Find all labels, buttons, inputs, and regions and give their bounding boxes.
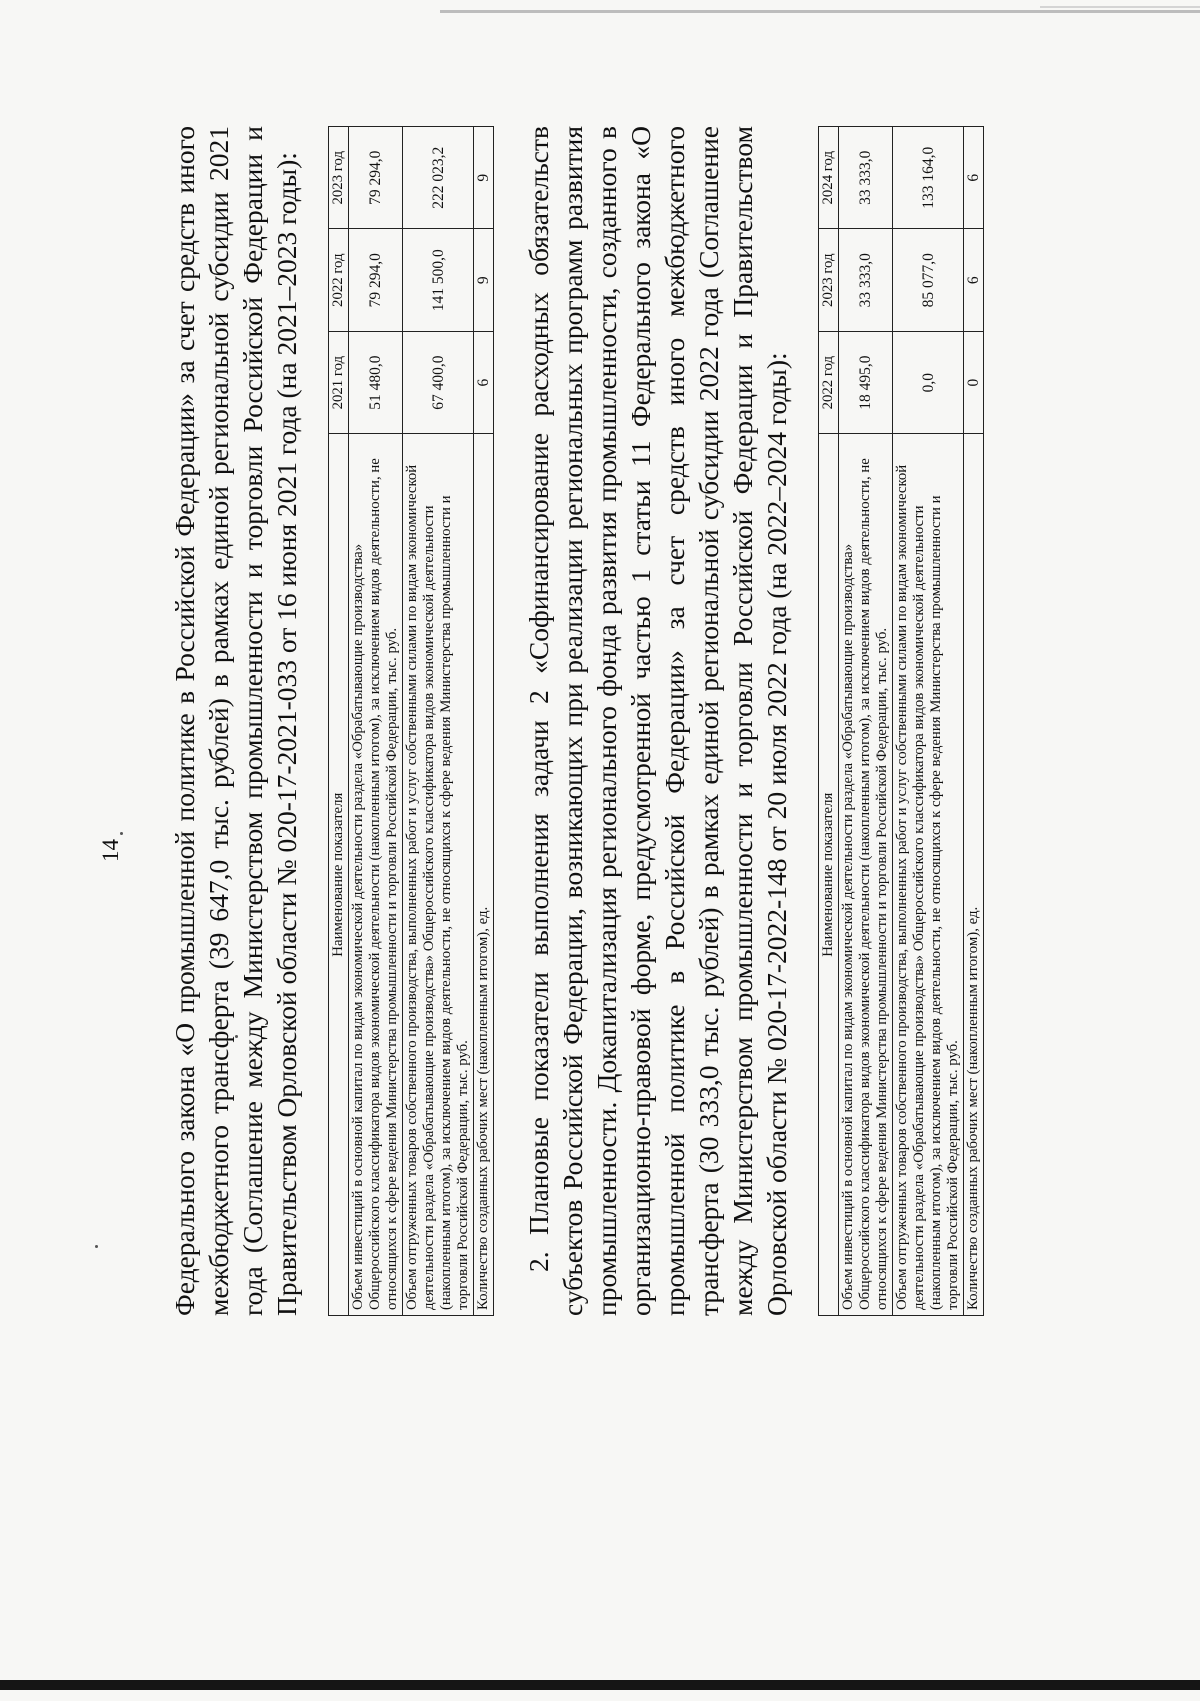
indicator-name: Объем отгруженных товаров собственного производства, выполненных работ и услуг собственными силами по видам экономической деятельности раздела «Обрабатывающие производства» Общероссийского классификатора видов экономической деятельности (накопленным итогом), за исключением видов деятельности, не относящихся к сфере ведения Министерства промышленности и торговли Российской Федерации, тыс. руб. xyxy=(403,434,474,1316)
paragraph-1: Федерального закона «О промышленной политике в Российской Федерации» за счет средств иного межбюджетного трансферта (39 647,0 тыс. рублей) в рамках единой региональной субсидии 2021 года (Соглашение между Министерством промышленности и торговли Российской Федерации и Правительством Орловской области № 020-17-2021-033 от 16 июня 2021 года (на 2021–2023 годы): xyxy=(169,126,302,1316)
indicator-value: 85 077,0 xyxy=(893,229,964,331)
indicator-value: 6 xyxy=(964,229,984,331)
column-header-year: 2023 год xyxy=(329,127,349,229)
indicator-value: 6 xyxy=(964,127,984,229)
indicator-name: Количество созданных рабочих мест (накопленным итогом), ед. xyxy=(474,434,494,1316)
column-header-year: 2023 год xyxy=(819,229,839,331)
indicator-value: 9 xyxy=(474,127,494,229)
table-row xyxy=(893,127,964,1316)
indicator-value: 133 164,0 xyxy=(893,127,964,229)
indicators-table-2022 xyxy=(818,126,984,1316)
table-header-row xyxy=(329,127,349,1316)
table-row xyxy=(839,127,893,1316)
table-header-row xyxy=(819,127,839,1316)
indicator-value: 0 xyxy=(964,331,984,433)
column-header-name: Наименование показателя xyxy=(819,434,839,1316)
column-header-name: Наименование показателя xyxy=(329,434,349,1316)
document-body xyxy=(168,126,984,1316)
table-row xyxy=(349,127,403,1316)
indicator-value: 9 xyxy=(474,229,494,331)
page-number: 14 xyxy=(98,839,123,862)
indicators-table-2021 xyxy=(328,126,494,1316)
indicator-value: 0,0 xyxy=(893,331,964,433)
column-header-year: 2024 год xyxy=(819,127,839,229)
indicator-name: Объем инвестиций в основной капитал по видам экономической деятельности раздела «Обрабатывающие производства» Общероссийского классификатора видов экономической деятельности (накопленным итогом), за исключением видов деятельности, не относящихся к сфере ведения Министерства промышленности и торговли Российской Федерации, тыс. руб. xyxy=(839,434,893,1316)
paragraph-2: 2. Плановые показатели выполнения задачи 2 «Софинансирование расходных обязательств субъектов Российской Федерации, возникающих при реализации региональных программ развития промышленности. Докапитализация регионального фонда развития промышленности, созданного в организационно-правовой форме, предусмотренной частью 1 статьи 11 Федерального закона «О промышленной политике в Российской Федерации» за счет средств иного межбюджетного трансферта (30 333,0 тыс. рублей) в рамках единой региональной субсидии 2022 года (Соглашение между Министерством промышленности и торговли Российской Федерации и Правительством Орловской области № 020-17-2022-148 от 20 июля 2022 года (на 2022–2024 годы): xyxy=(523,126,792,1316)
indicator-value: 79 294,0 xyxy=(349,127,403,229)
indicator-value: 79 294,0 xyxy=(349,229,403,331)
table-row xyxy=(964,127,984,1316)
indicator-value: 222 023,2 xyxy=(403,127,474,229)
table-row xyxy=(403,127,474,1316)
indicator-value: 18 495,0 xyxy=(839,331,893,433)
indicator-value: 33 333,0 xyxy=(839,127,893,229)
indicator-name: Объем инвестиций в основной капитал по видам экономической деятельности раздела «Обрабатывающие производства» Общероссийского классификатора видов экономической деятельности (накопленным итогом), за исключением видов деятельности, не относящихся к сфере ведения Министерства промышленности и торговли Российской Федерации, тыс. руб. xyxy=(349,434,403,1316)
column-header-year: 2022 год xyxy=(329,229,349,331)
indicator-value: 67 400,0 xyxy=(403,331,474,433)
indicator-name: Объем отгруженных товаров собственного производства, выполненных работ и услуг собственными силами по видам экономической деятельности раздела «Обрабатывающие производства» Общероссийского классификатора видов экономической деятельности (накопленным итогом), за исключением видов деятельности, не относящихся к сфере ведения Министерства промышленности и торговли Российской Федерации, тыс. руб. xyxy=(893,434,964,1316)
indicator-name: Количество созданных рабочих мест (накопленным итогом), ед. xyxy=(964,434,984,1316)
column-header-year: 2021 год xyxy=(329,331,349,433)
indicator-value: 51 480,0 xyxy=(349,331,403,433)
column-header-year: 2022 год xyxy=(819,331,839,433)
indicator-value: 6 xyxy=(474,331,494,433)
indicator-value: 141 500,0 xyxy=(403,229,474,331)
indicator-value: 33 333,0 xyxy=(839,229,893,331)
table-row xyxy=(474,127,494,1316)
